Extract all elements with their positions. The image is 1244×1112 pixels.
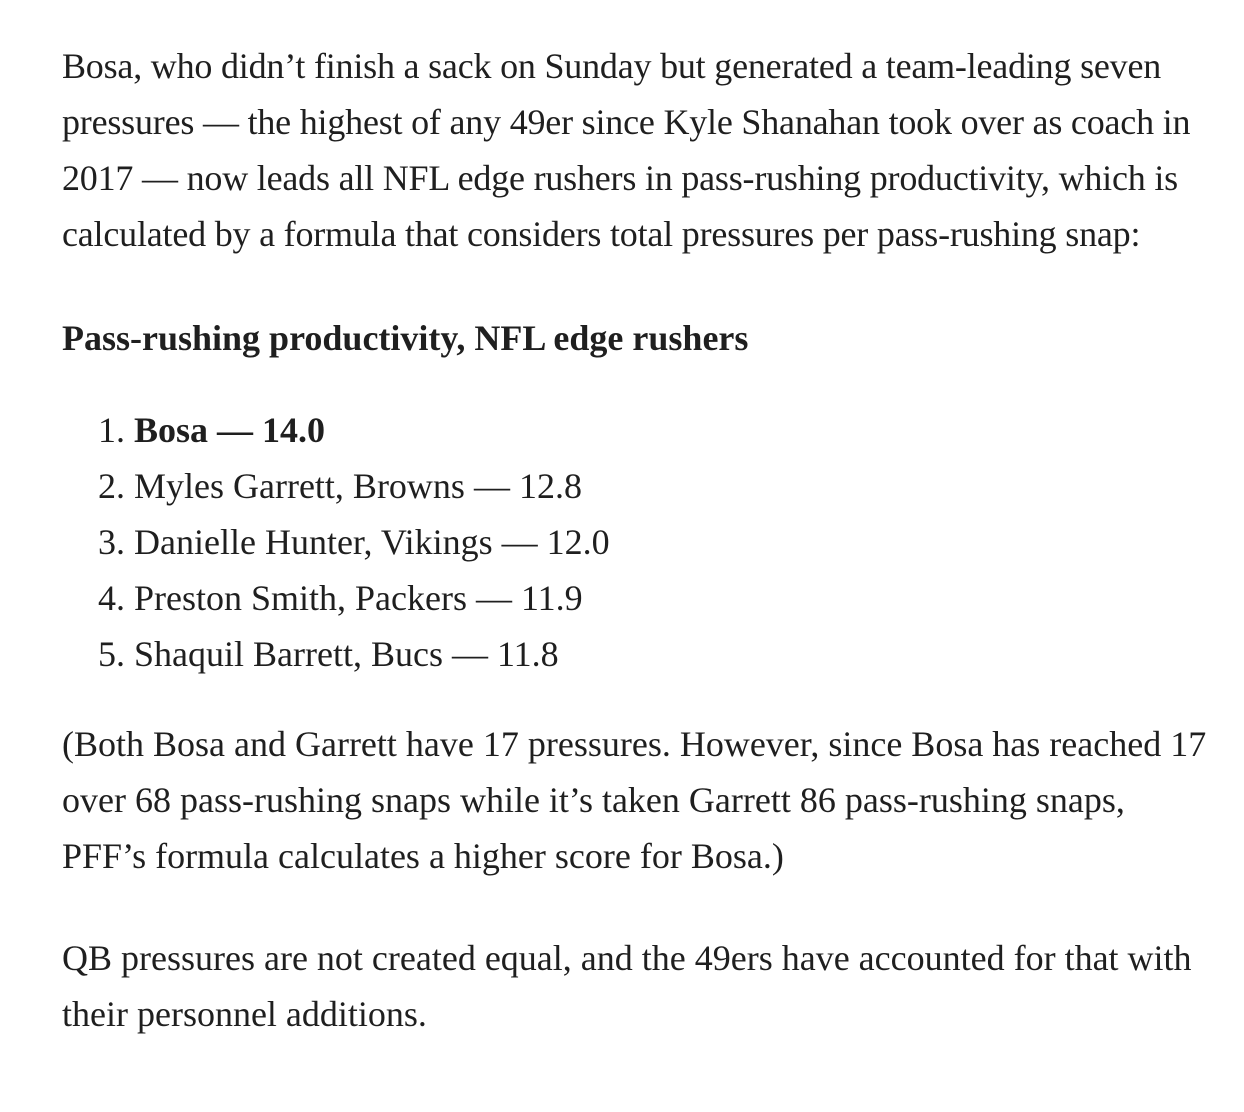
- ranking-number: 5.: [98, 634, 125, 674]
- closing-paragraph: QB pressures are not created equal, and the 49ers have accounted for that with their personnel additions.: [62, 938, 1192, 1034]
- note-paragraph: (Both Bosa and Garrett have 17 pressures. However, since Bosa has reached 17 over 68 pass-rushing snaps while it’s taken Garrett 86 pass-rushing snaps, PFF’s formula calculates a higher score for Bosa.): [62, 724, 1207, 876]
- ranking-number: 4.: [98, 578, 125, 618]
- ranking-number: 2.: [98, 466, 125, 506]
- ranking-text: Preston Smith, Packers — 11.9: [134, 578, 583, 618]
- ranking-item: [98, 514, 1212, 570]
- ranking-number: 3.: [98, 522, 125, 562]
- ranking-text: Danielle Hunter, Vikings — 12.0: [134, 522, 610, 562]
- intro-paragraph: Bosa, who didn’t finish a sack on Sunday but generated a team-leading seven pressures — the highest of any 49er since Kyle Shanahan took over as coach in 2017 — now leads all NFL edge rushers in pass-rushing productivity, which is calculated by a formula that considers total pressures per pass-rushing snap:: [62, 46, 1191, 254]
- ranking-item: [98, 458, 1212, 514]
- ranking-item: [98, 626, 1212, 682]
- ranking-text: Myles Garrett, Browns — 12.8: [134, 466, 582, 506]
- list-heading: Pass-rushing productivity, NFL edge rushers: [62, 318, 749, 358]
- ranking-item: [98, 402, 1212, 458]
- rankings-list: [62, 402, 1212, 682]
- ranking-text: Shaquil Barrett, Bucs — 11.8: [134, 634, 559, 674]
- ranking-item: [98, 570, 1212, 626]
- ranking-text: Bosa — 14.0: [134, 410, 326, 450]
- ranking-number: 1.: [98, 410, 125, 450]
- article-body: [62, 38, 1212, 1042]
